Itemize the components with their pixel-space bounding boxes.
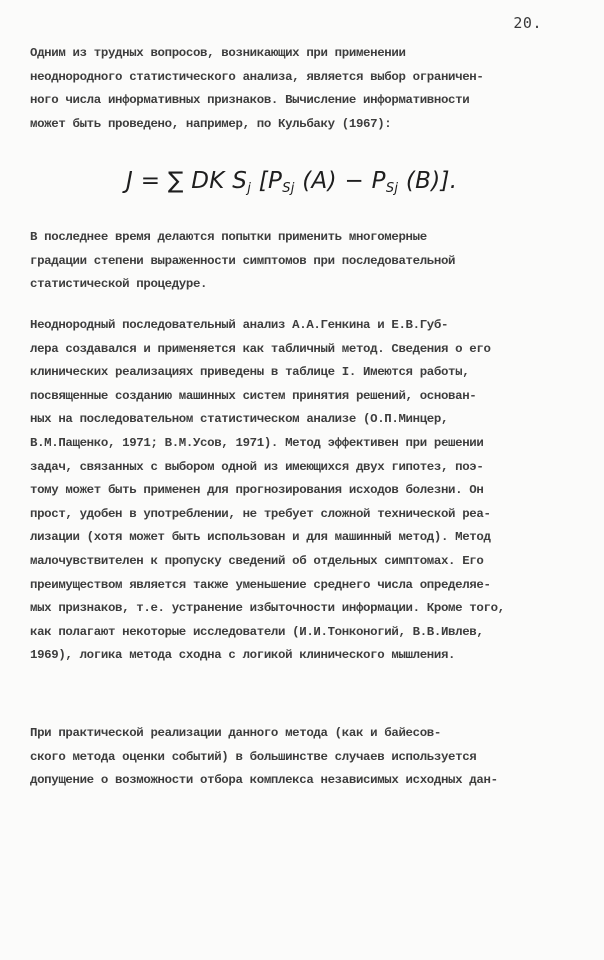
paragraph-heterogeneous-sequential-analysis: Неоднородный последовательный анализ А.А.Генкина и Е.В.Губ- лера создавался и применяется как табличный метод. Сведения о его клинических реализациях приведены в таблице I. Имеются работы, посвященные созданию машинных систем принятия решений, основан- ных на последовательном статистическом анализе (О.П.Минцер, В.М.Пащенко, 1971; В.М.Усов, 1971). Метод эффективен при решении задач, связанных с выбором одной из имеющихся двух гипотез, поэ- тому может быть применен для прогнозирования исходов болезни. Он прост, удобен в употреблении, не требует сложной технической реа- лизации (хотя может быть использован и для машинный метод). Метод малочувствителен к пропуску сведений об отдельных симптомах. Его преимуществом является также уменьшение среднего числа определяе- мых признаков, т.е. устранение избыточности информации. Кроме того, как полагают некоторые исследователи (И.И.Тонконогий, В.В.Ивлев, 1969), логика метода сходна с логикой клинического мышления. <box>30 318 505 663</box>
formula-bracket-open: [P <box>251 168 283 194</box>
formula-subscript-j: j <box>247 181 252 196</box>
formula-subscript-sj-a: Sj <box>282 181 295 196</box>
formula-subscript-sj-b: Sj <box>385 181 399 196</box>
kullback-formula <box>126 168 457 196</box>
paragraph-practical-implementation: При практической реализации данного метода (как и байесов- ского метода оценки событий) в большинстве случаев используется допущение о возможности отбора комплекса независимых исходных дан- <box>30 726 498 788</box>
formula-middle: (A) − P <box>294 168 386 194</box>
paragraph-informative-features: Одним из трудных вопросов, возникающих при применении неоднородного статистического анализа, является выбор ограничен- ного числа информативных признаков. Вычисление информативности может быть проведено, например, по Кульбаку (1967): <box>30 46 484 131</box>
paragraph-multidimensional-gradations: В последнее время делаются попытки применить многомерные градации степени выраженности симптомов при последовательной статистической процедуре. <box>30 230 456 292</box>
formula-lhs: J = ∑ DK S <box>126 168 248 194</box>
page-number: 20. <box>513 14 542 32</box>
formula-rhs: (B)]. <box>398 168 458 194</box>
